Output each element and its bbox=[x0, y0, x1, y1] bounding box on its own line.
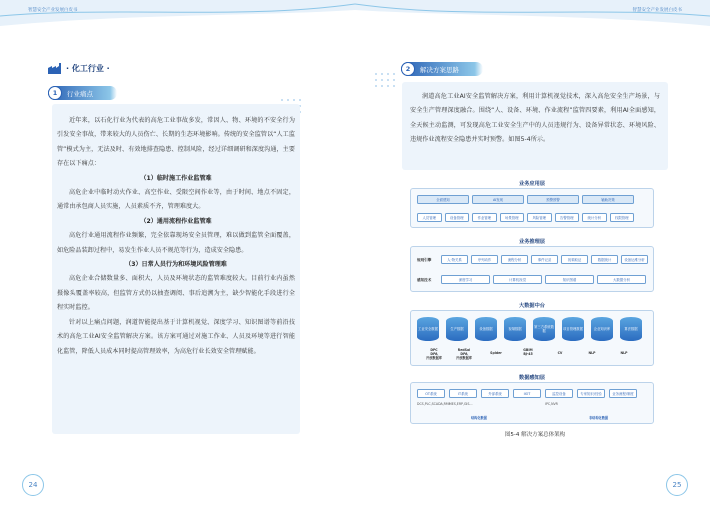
pill-label-right: 解决方案思路 bbox=[420, 65, 459, 74]
tech-box-4: 大数据分析 bbox=[597, 275, 646, 284]
db-label-4: GBIM BJ-45 bbox=[523, 348, 533, 356]
layer-title-data: 大数据中台 bbox=[519, 303, 545, 309]
db-label-7: NLP bbox=[620, 351, 628, 355]
sense-row bbox=[417, 389, 637, 398]
pain-point-1-title: （1）临时施工作业监管难 bbox=[140, 174, 212, 182]
intro-paragraph: 近年来，以石化行业为代表的高危工业事故多发，常因人、物、环境的不安全行为引发安全事故，带来较大的人员伤亡、长期的生态环境影响。传统的安全监管以“人工监管”模式为主，无法及时、有效地排查隐患、控制风险，经过详细调研和深度沟通，主要存在以下痛点： bbox=[57, 117, 295, 168]
app-box-4: 辅助决策 bbox=[582, 195, 634, 204]
pain-point-1-text: 高危企业中临时动火作业、高空作业、受限空间作业等，由于时间、地点不固定，通常由承包商人员实施，人员素质不齐，管理难度大。 bbox=[57, 189, 295, 211]
reason-row-1-label: 规则引擎 bbox=[417, 258, 432, 262]
app-module-2: 设备管理 bbox=[445, 213, 470, 222]
tech-box-3: 知识图谱 bbox=[545, 275, 594, 284]
header-wave-right bbox=[355, 0, 710, 36]
sense-sub-2: MES,ERP,GIS… bbox=[449, 402, 473, 406]
reason-box-4: 事件记录 bbox=[531, 255, 558, 264]
sense-sub-1: DCS,PLC,SCADA,RMI bbox=[417, 402, 450, 406]
app-module-3: 作业管理 bbox=[472, 213, 497, 222]
db-label-6: NLP bbox=[588, 351, 596, 355]
solution-intro-paragraph: 润道高危工业AI安全监管解决方案，利用计算机视觉技术，深入高危安全生产场景，与安全生产管理深度融合。围绕“人、设备、环境、作业流程”监管四要素，利用AI全面感知，全天候主动监测，可发现高危工业安全生产中的人员违规行为、设备异常状态、环境风险、违规作业流程安全隐患并实时预警。如图5-4所示。 bbox=[410, 93, 660, 144]
app-module-8: 权限管理 bbox=[610, 213, 635, 222]
app-box-2: AI发现 bbox=[472, 195, 524, 204]
db-cylinder-3: 设备数据 bbox=[475, 317, 497, 341]
figure-caption: 图5-4 解决方案总体架构 bbox=[504, 432, 566, 438]
db-cylinder-7: 企业知识库 bbox=[591, 317, 613, 341]
reason-row-2-label: 感知技术 bbox=[417, 278, 432, 282]
db-label-1: DPC DPA 开放数据库 bbox=[426, 348, 442, 360]
tech-box-2: 计算机视觉 bbox=[493, 275, 542, 284]
layer-title-sense: 数据感知层 bbox=[519, 375, 545, 381]
pill-number: 1 bbox=[48, 86, 62, 100]
header-title-left: 智慧安全产业发展白皮书 bbox=[28, 8, 78, 13]
sense-box-5: 监控设备 bbox=[545, 389, 573, 398]
app-module-1: 人员管理 bbox=[417, 213, 442, 222]
pill-industry-pain bbox=[48, 86, 117, 100]
reason-row-2 bbox=[441, 275, 646, 284]
reason-box-3: 流程分析 bbox=[501, 255, 528, 264]
pain-point-2-text: 高危行业通用流程作业频繁，完全依靠现场安全员管理，难以做到监管全面覆盖，如危险品装卸过程中，易发生作业人员不规范等行为，造成安全隐患。 bbox=[57, 232, 295, 254]
app-module-5: 风险管理 bbox=[527, 213, 552, 222]
db-cylinder-6: 项目管理数据 bbox=[562, 317, 584, 341]
db-cylinder-2: 生产数据 bbox=[446, 317, 468, 341]
pill-number-right: 2 bbox=[401, 62, 415, 76]
header-title-right: 智慧安全产业发展白皮书 bbox=[632, 8, 682, 13]
db-cylinder-5: 第三方系统数据 bbox=[533, 317, 555, 341]
sense-box-6: 专家知识/经验 bbox=[577, 389, 605, 398]
sense-box-7: 业务流程/制度 bbox=[609, 389, 637, 398]
app-module-4: 场景管理 bbox=[500, 213, 525, 222]
section-title-text: · 化工行业 · bbox=[66, 64, 110, 73]
header-right bbox=[355, 0, 710, 36]
app-module-7: 统计分析 bbox=[582, 213, 607, 222]
db-cylinder-4: 视频数据 bbox=[504, 317, 526, 341]
app-row-1 bbox=[417, 195, 634, 204]
header-wave-left bbox=[0, 0, 355, 36]
factory-icon bbox=[48, 63, 62, 74]
app-row-2 bbox=[417, 213, 634, 222]
header-left bbox=[0, 0, 355, 36]
app-box-1: 全面感知 bbox=[417, 195, 469, 204]
sense-bottom-2: 非结构化数据 bbox=[589, 416, 609, 420]
page-number-left: 24 bbox=[22, 474, 44, 496]
sense-box-4: IIOT bbox=[513, 389, 541, 398]
pain-points-box bbox=[52, 104, 300, 434]
layer-reason bbox=[410, 246, 654, 292]
reason-box-6: 数据统计 bbox=[591, 255, 618, 264]
pain-point-3-text: 高危企业合储数量多、面积大，人员及环境状态的监管难度较大。目前行业内虽然摄像头覆盖率较高，但监管方式仍以抽查调阅、事后追溯为主，缺少智能化手段进行全程实时监控。 bbox=[57, 275, 295, 312]
tech-box-1: 深度学习 bbox=[441, 275, 490, 284]
sense-box-1: OT系统 bbox=[417, 389, 445, 398]
db-label-2: RedSol DPA 开放数据库 bbox=[456, 348, 472, 360]
page-number-right: 25 bbox=[666, 474, 688, 496]
sense-sub-3: IPC,NVR bbox=[545, 402, 558, 406]
sense-box-3: 外部系统 bbox=[481, 389, 509, 398]
layer-title-reason: 业务推理层 bbox=[519, 239, 545, 245]
db-label-5: CV bbox=[557, 351, 563, 355]
app-box-3: 预警预警 bbox=[527, 195, 579, 204]
solution-intro-box bbox=[402, 82, 668, 170]
architecture-diagram bbox=[410, 180, 654, 424]
pain-point-3-title: （3）日常人员行为和环境风险管理难 bbox=[125, 261, 227, 269]
solution-summary-text: 针对以上痛点问题，润道智能提出基于计算机视觉、深度学习、知识图谱等前沿技术的高危工业AI安全监管解决方案。该方案可通过对施工作业、人员及环境等进行智能化监管，降低人员成本同时提高管理效率，为高危行业长效安全管理赋能。 bbox=[57, 318, 295, 355]
reason-box-7: 设备运维分析 bbox=[621, 255, 648, 264]
sense-box-2: IT系统 bbox=[449, 389, 477, 398]
db-cylinder-8: 算法数据 bbox=[620, 317, 642, 341]
pill-solution-approach bbox=[401, 62, 483, 76]
app-module-6: 告警管理 bbox=[555, 213, 580, 222]
reason-box-2: 序列动作 bbox=[471, 255, 498, 264]
data-cylinders bbox=[417, 317, 642, 341]
layer-data bbox=[410, 310, 654, 366]
db-label-3: Spider bbox=[490, 351, 502, 355]
layer-app bbox=[410, 188, 654, 228]
layer-title-app: 业务应用层 bbox=[519, 181, 545, 187]
reason-row-1 bbox=[441, 255, 648, 264]
sense-bottom-1: 结构化数据 bbox=[471, 416, 487, 420]
db-cylinder-1: 工业安全数据 bbox=[417, 317, 439, 341]
reason-box-5: 视频取证 bbox=[561, 255, 588, 264]
pain-point-2-title: （2）通用流程作业监管难 bbox=[140, 217, 212, 225]
layer-sense bbox=[410, 382, 654, 424]
reason-box-1: 人·物关系 bbox=[441, 255, 468, 264]
pill-label: 行业痛点 bbox=[67, 89, 93, 98]
section-title bbox=[48, 63, 110, 74]
